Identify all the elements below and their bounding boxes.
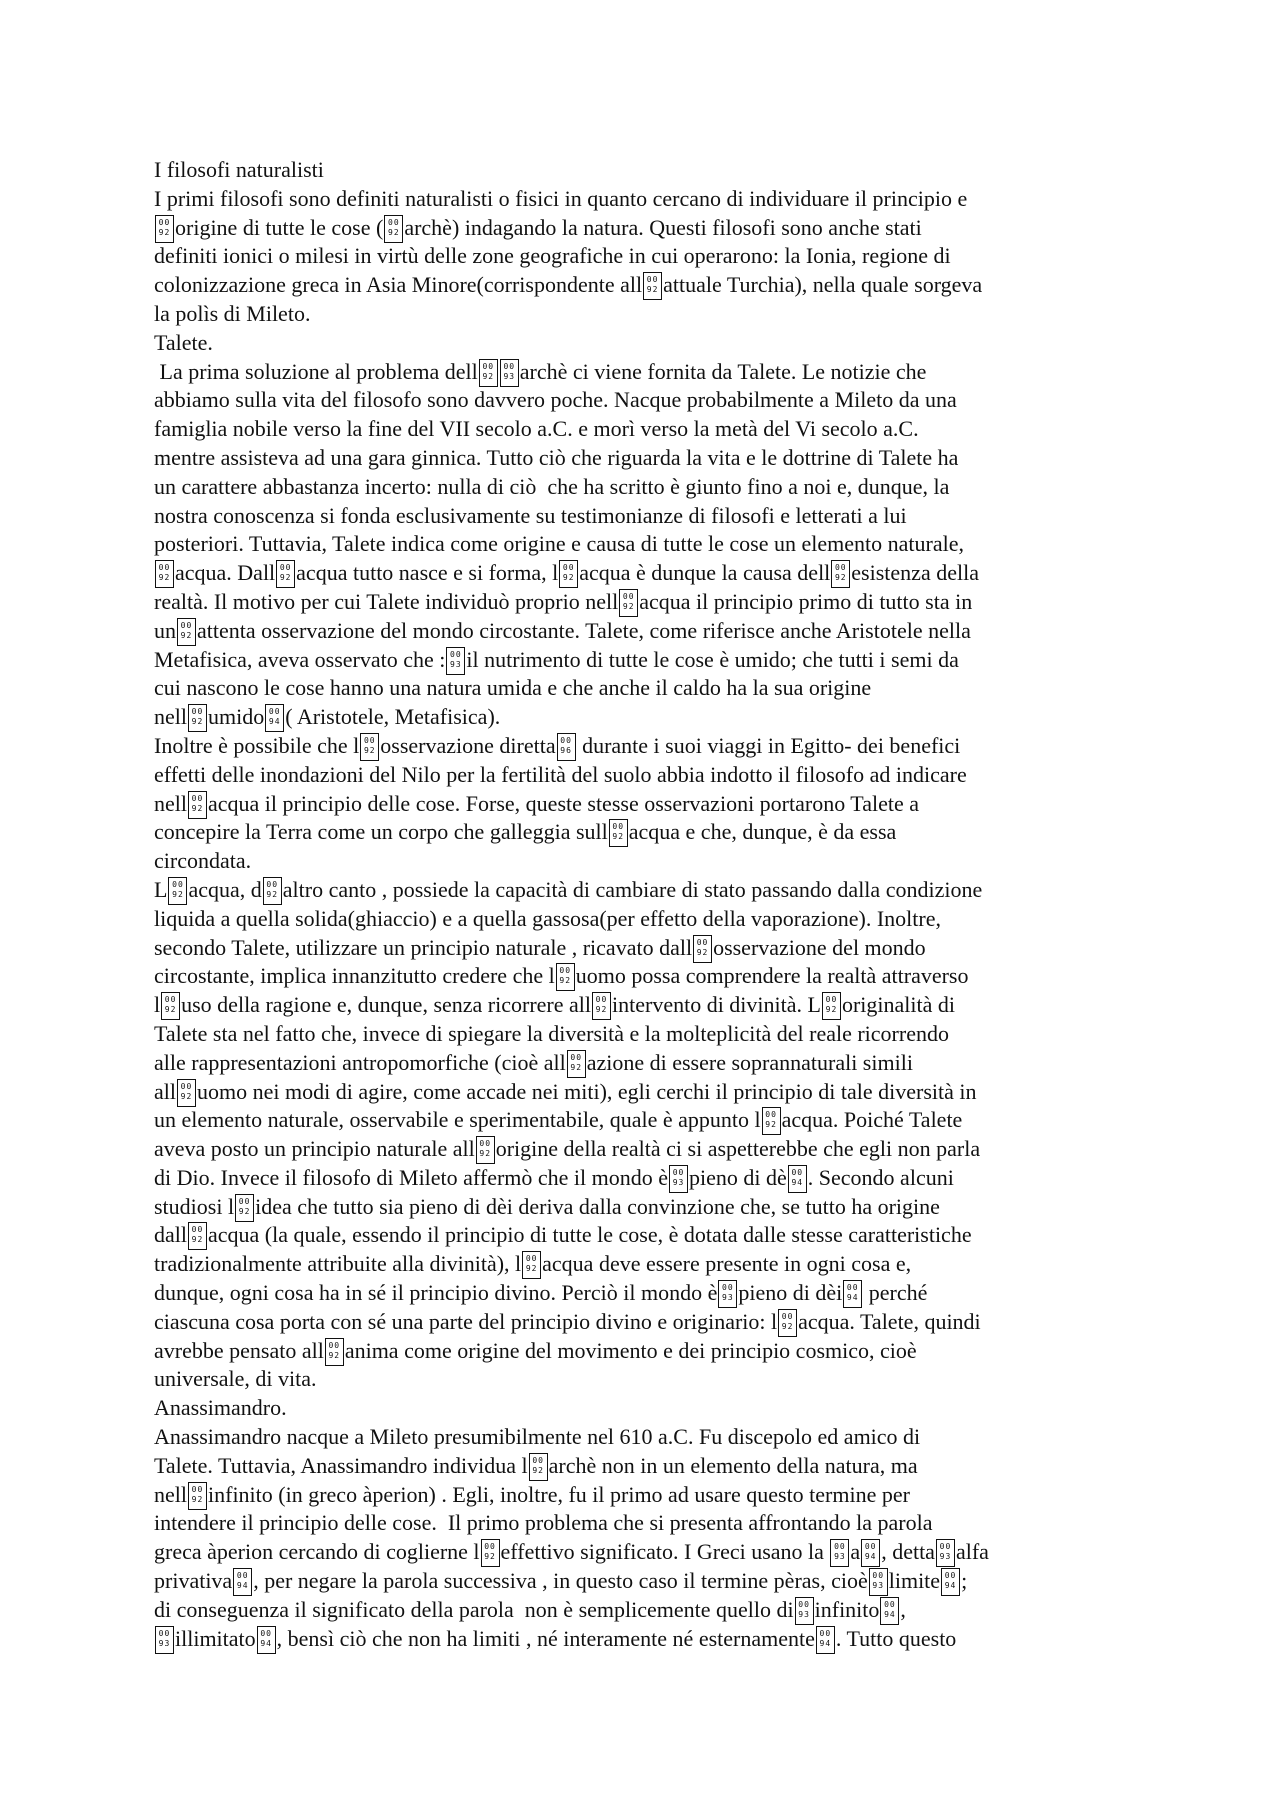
missing-glyph-box: 00 94 [233,1568,252,1596]
missing-glyph-box: 00 92 [168,877,187,905]
missing-glyph-box: 00 92 [556,963,575,991]
missing-glyph-box: 00 96 [557,733,576,761]
missing-glyph-box: 00 92 [592,992,611,1020]
missing-glyph-box: 00 92 [762,1107,781,1135]
missing-glyph-box: 00 93 [718,1280,737,1308]
missing-glyph-box: 00 94 [843,1280,862,1308]
line: Talete. [154,329,213,355]
missing-glyph-box: 00 92 [177,1079,196,1107]
line: Inoltre è possibile che l 00 92 osservazione diretta 00 96 durante i suoi viaggi in Egitto- dei benefici [154,732,1130,761]
missing-glyph-box: 00 93 [936,1539,955,1567]
missing-glyph-box: 00 92 [559,560,578,588]
missing-glyph-box: 00 92 [822,992,841,1020]
line: avrebbe pensato all 00 92 anima come origine del movimento e dei principio cosmico, cioè [154,1337,1130,1366]
line: greca àperion cercando di coglierne l 00 92 effettivo significato. I Greci usano la 00 93 a 00 94 , detta 00 93 alfa [154,1538,1130,1567]
missing-glyph-box: 00 92 [831,560,850,588]
missing-glyph-box: 00 92 [155,215,174,243]
line: 00 93 illimitato 00 94 , bensì ciò che non ha limiti , né interamente né esternamente 00 94 . Tutto questo [154,1625,1130,1654]
missing-glyph-box: 00 93 [669,1165,688,1193]
missing-glyph-box: 00 92 [263,877,282,905]
missing-glyph-box: 00 92 [188,791,207,819]
line: definiti ionici o milesi in virtù delle zone geografiche in cui operarono: la Ionia, regione di [154,243,951,269]
line: la polìs di Mileto. [154,300,311,326]
missing-glyph-box: 00 92 [567,1050,586,1078]
line: 00 92 origine di tutte le cose ( 00 92 archè) indagando la natura. Questi filosofi sono anche stati [154,214,1130,243]
line: Talete. Tuttavia, Anassimandro individua l 00 92 archè non in un elemento della natura, ma [154,1452,1130,1481]
missing-glyph-box: 00 92 [188,1482,207,1510]
line: un elemento naturale, osservabile e sperimentabile, quale è appunto l 00 92 acqua. Poiché Talete [154,1106,1130,1135]
missing-glyph-box: 00 93 [830,1539,849,1567]
line: abbiamo sulla vita del filosofo sono davvero poche. Nacque probabilmente a Mileto da una [154,387,957,413]
missing-glyph-box: 00 92 [481,1539,500,1567]
missing-glyph-box: 00 94 [861,1539,880,1567]
line: nostra conoscenza si fonda esclusivamente su testimonianze di filosofi e letterati a lui [154,502,907,528]
line: privativa 00 94 , per negare la parola successiva , in questo caso il termine pèras, cioè 00 93 limite 00 94 ; [154,1567,1130,1596]
line: circondata. [154,848,252,874]
line: nell 00 92 umido 00 94 ( Aristotele, Metafisica). [154,703,1130,732]
missing-glyph-box: 00 92 [177,618,196,646]
missing-glyph-box: 00 92 [476,1136,495,1164]
document-body [154,156,1130,1711]
line: universale, di vita. [154,1366,317,1392]
line: dunque, ogni cosa ha in sé il principio divino. Perciò il mondo è 00 93 pieno di dèi 00 94 perché [154,1279,1130,1308]
line: di Dio. Invece il filosofo di Mileto affermò che il mondo è 00 93 pieno di dè 00 94 . Secondo alcuni [154,1164,1130,1193]
line: nell 00 92 acqua il principio delle cose. Forse, queste stesse osservazioni portarono Talete a [154,790,1130,819]
missing-glyph-box: 00 94 [941,1568,960,1596]
line: alle rappresentazioni antropomorfiche (cioè all 00 92 azione di essere soprannaturali simili [154,1049,1130,1078]
missing-glyph-box: 00 94 [880,1597,899,1625]
line: realtà. Il motivo per cui Talete individuò proprio nell 00 92 acqua il principio primo di tutto sta in [154,588,1130,617]
missing-glyph-box: 00 92 [609,819,628,847]
missing-glyph-box: 00 94 [816,1626,835,1654]
line: ciascuna cosa porta con sé una parte del principio divino e originario: l 00 92 acqua. Talete, quindi [154,1308,1130,1337]
line: famiglia nobile verso la fine del VII secolo a.C. e morì verso la metà del Vi secolo a.C. [154,416,919,442]
missing-glyph-box: 00 92 [384,215,403,243]
line: di conseguenza il significato della parola non è semplicemente quello di 00 93 infinito 00 94 , [154,1596,1130,1625]
line: circostante, implica innanzitutto credere che l 00 92 uomo possa comprendere la realtà attraverso [154,962,1130,991]
missing-glyph-box: 00 92 [188,1222,207,1250]
missing-glyph-box: 00 94 [788,1165,807,1193]
line: Anassimandro nacque a Mileto presumibilmente nel 610 a.C. Fu discepolo ed amico di [154,1424,921,1450]
line: un carattere abbastanza incerto: nulla di ciò che ha scritto è giunto fino a noi e, dunque, la [154,473,950,499]
missing-glyph-box: 00 93 [155,1626,174,1654]
missing-glyph-box: 00 92 [155,560,174,588]
line: tradizionalmente attribuite alla divinità), l 00 92 acqua deve essere presente in ogni cosa e, [154,1250,1130,1279]
line: intendere il principio delle cose. Il primo problema che si presenta affrontando la parola [154,1510,933,1536]
line [154,1653,1130,1682]
line: La prima soluzione al problema dell 00 92 00 93 archè ci viene fornita da Talete. Le notizie che [154,358,1130,387]
line: studiosi l 00 92 idea che tutto sia pieno di dèi deriva dalla convinzione che, se tutto ha origine [154,1193,1130,1222]
line: posteriori. Tuttavia, Talete indica come origine e causa di tutte le cose un elemento naturale, [154,531,964,557]
missing-glyph-box: 00 92 [161,992,180,1020]
missing-glyph-box: 00 92 [529,1453,548,1481]
missing-glyph-box: 00 93 [500,359,519,387]
missing-glyph-box: 00 92 [619,589,638,617]
missing-glyph-box: 00 92 [522,1251,541,1279]
line: un 00 92 attenta osservazione del mondo circostante. Talete, come riferisce anche Aristotele nella [154,617,1130,646]
line: mentre assisteva ad una gara ginnica. Tutto ciò che riguarda la vita e le dottrine di Talete ha [154,444,959,470]
missing-glyph-box: 00 92 [360,733,379,761]
line: aveva posto un principio naturale all 00 92 origine della realtà ci si aspetterebbe che egli non parla [154,1135,1130,1164]
line: I filosofi naturalisti [154,157,324,182]
line: L 00 92 acqua, d 00 92 altro canto , possiede la capacità di cambiare di stato passando dalla condizione [154,876,1130,905]
line [154,1682,1130,1711]
line: l 00 92 uso della ragione e, dunque, senza ricorrere all 00 92 intervento di divinità. L 00 92 originalità di [154,991,1130,1020]
line: Talete sta nel fatto che, invece di spiegare la diversità e la molteplicità del reale ricorrendo [154,1020,949,1046]
line: I primi filosofi sono definiti naturalisti o fisici in quanto cercano di individuare il principio e [154,185,968,211]
missing-glyph-box: 00 92 [479,359,498,387]
line: secondo Talete, utilizzare un principio naturale , ricavato dall 00 92 osservazione del mondo [154,934,1130,963]
line: all 00 92 uomo nei modi di agire, come accade nei miti), egli cerchi il principio di tale diversità in [154,1078,1130,1107]
missing-glyph-box: 00 92 [325,1338,344,1366]
missing-glyph-box: 00 92 [778,1309,797,1337]
missing-glyph-box: 00 92 [235,1194,254,1222]
missing-glyph-box: 00 92 [693,935,712,963]
missing-glyph-box: 00 93 [446,647,465,675]
line: dall 00 92 acqua (la quale, essendo il principio di tutte le cose, è dotata dalle stesse caratteristiche [154,1221,1130,1250]
missing-glyph-box: 00 93 [795,1597,814,1625]
missing-glyph-box: 00 92 [643,272,662,300]
line: cui nascono le cose hanno una natura umida e che anche il caldo ha la sua origine [154,675,872,701]
missing-glyph-box: 00 94 [257,1626,276,1654]
missing-glyph-box: 00 92 [276,560,295,588]
missing-glyph-box: 00 92 [188,704,207,732]
line: effetti delle inondazioni del Nilo per la fertilità del suolo abbia indotto il filosofo ad indicare [154,761,967,787]
line: Metafisica, aveva osservato che : 00 93 il nutrimento di tutte le cose è umido; che tutti i semi da [154,646,1130,675]
line: liquida a quella solida(ghiaccio) e a quella gassosa(per effetto della vaporazione). Inoltre, [154,905,941,931]
line: concepire la Terra come un corpo che galleggia sull 00 92 acqua e che, dunque, è da essa [154,818,1130,847]
missing-glyph-box: 00 93 [869,1568,888,1596]
missing-glyph-box: 00 94 [265,704,284,732]
line: nell 00 92 infinito (in greco àperion) . Egli, inoltre, fu il primo ad usare questo termine per [154,1481,1130,1510]
line: 00 92 acqua. Dall 00 92 acqua tutto nasce e si forma, l 00 92 acqua è dunque la causa dell 00 92 esistenza della [154,559,1130,588]
line: colonizzazione greca in Asia Minore(corrispondente all 00 92 attuale Turchia), nella quale sorgeva [154,271,1130,300]
line: Anassimandro. [154,1395,287,1421]
